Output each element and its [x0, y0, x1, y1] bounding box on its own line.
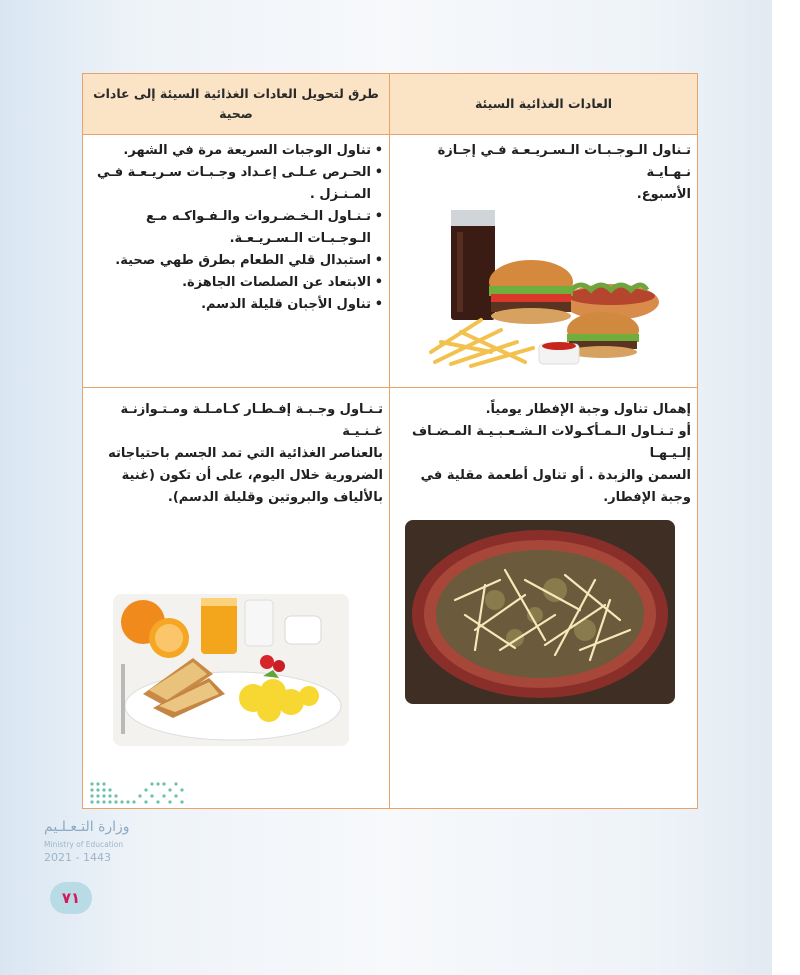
row-divider-header: [83, 134, 697, 135]
header-bad-habits: [390, 74, 697, 134]
row1-tips: [89, 140, 383, 316]
row2-habit-line: إهمال تناول وجبة الإفطار يومياً.: [485, 402, 691, 417]
row1-habit-line: تـناول الـوجـبـات الـسـريـعـة فـي إجـازة نـهـايـة: [437, 143, 691, 180]
traditional-dish-photo: [405, 520, 675, 704]
ministry-name-english: Ministry of Education: [44, 840, 124, 849]
row2-solution: [89, 399, 383, 509]
row2-habit-line: السمن والزبدة . أو تناول أطعمة مقلية في: [420, 468, 691, 483]
row2-habit-line: أو تـنـاول الـمـأكـولات الـشـعـبـيـة المـضـاف إلـيـهـا: [411, 424, 691, 461]
row2-solution-line: الضرورية خلال اليوم، على أن تكون (غنية: [121, 468, 383, 483]
row2-solution-line: بالألياف والبروتين وقليلة الدسم).: [167, 490, 383, 505]
fast-food-photo: [421, 202, 663, 372]
habits-table: [82, 73, 698, 809]
tip-item: • تناول الأجبان قليلة الدسم.: [89, 294, 383, 316]
page-number: ٧١: [61, 889, 81, 907]
breakfast-photo: [113, 594, 349, 746]
header-bad-habits-text: العادات الغذائية السيئة: [474, 96, 613, 111]
row2-habit-line: وجبة الإفطار.: [603, 490, 691, 505]
row2-solution-line: تـنـاول وجـبـة إفـطـار كـامـلـة ومـتـوازنـة غـنـيـة: [120, 402, 383, 439]
header-conversion: [83, 74, 389, 134]
tip-item: • الحـرص عـلـى إعـداد وجـبـات سـريـعـة فـي المـنـزل .: [89, 162, 383, 206]
row2-solution-line: بالعناصر الغذائية التي تمد الجسم باحتياجاته: [108, 446, 383, 461]
academic-year: 2021 - 1443: [44, 851, 111, 864]
tip-item: • تـنـاول الـخـضـروات والـفـواكـه مـع الـوجـبـات الـسـريـعـة.: [89, 206, 383, 250]
row1-habit: [395, 140, 691, 206]
column-divider: [389, 74, 390, 808]
tips-list: [89, 140, 383, 316]
row1-habit-line: الأسبوع.: [636, 187, 691, 202]
row-divider-1: [83, 387, 697, 388]
tip-item: • تناول الوجبات السريعة مرة في الشهر.: [89, 140, 383, 162]
ministry-logo-icon: [88, 780, 188, 812]
ministry-name-arabic: وزارة التـعـلـيم: [44, 819, 130, 835]
tip-item: • استبدال قلي الطعام بطرق طهي صحية.: [89, 250, 383, 272]
row2-habit: [395, 399, 691, 509]
page-number-badge: [50, 882, 92, 914]
tip-item: • الابتعاد عن الصلصات الجاهزة.: [89, 272, 383, 294]
header-conversion-text: طرق لتحويل العادات الغذائية السيئة إلى عادات صحية: [93, 86, 379, 121]
